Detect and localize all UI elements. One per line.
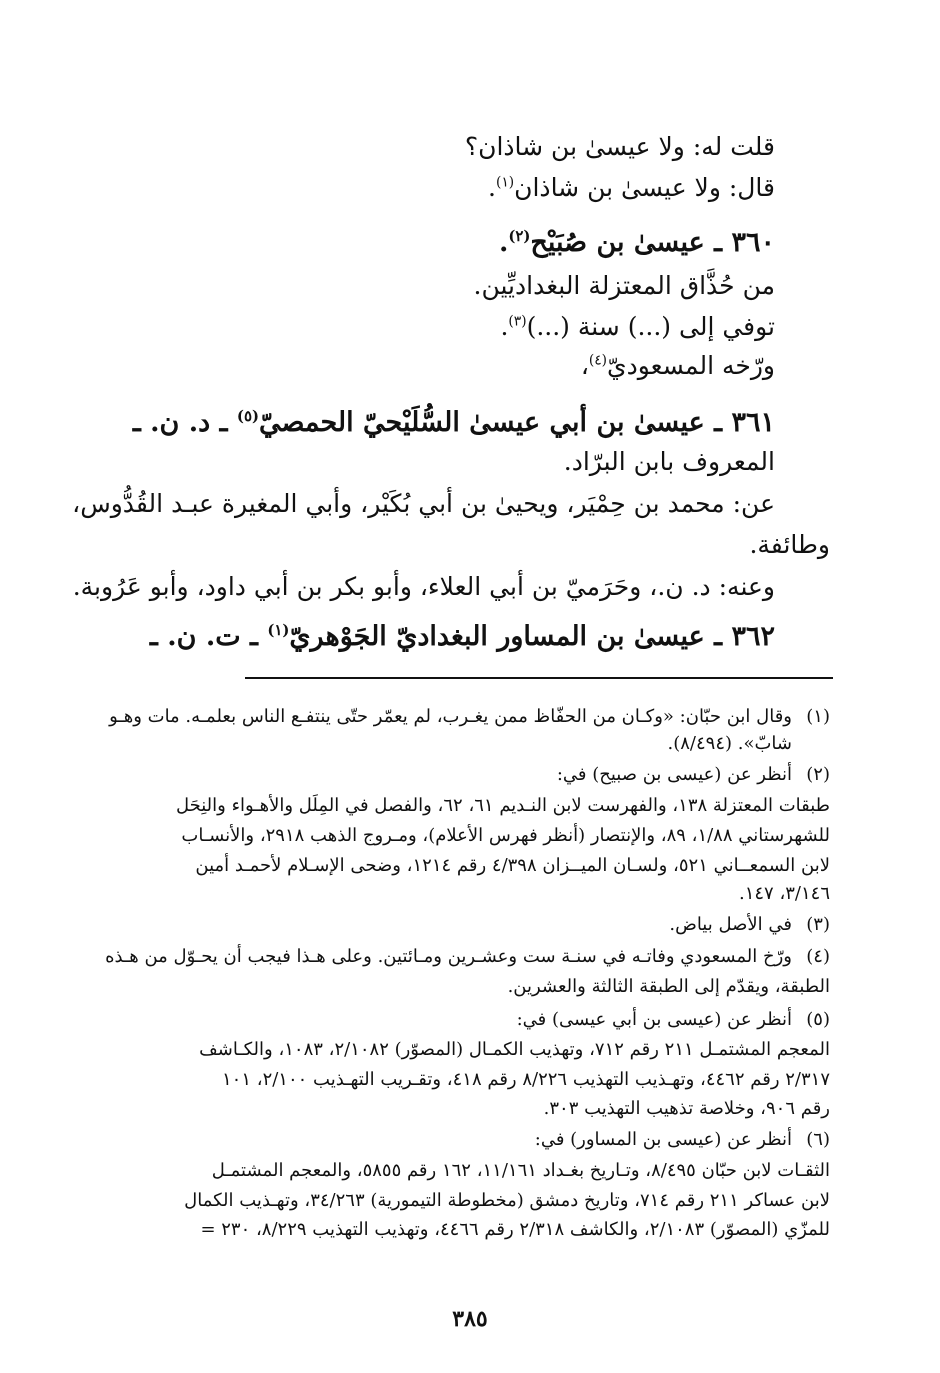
footnote-line: الثقـات لابن حبّان ٨/٤٩٥، وتـاريخ بغـداد ١١/١٦١، ١٦٢ رقم ٥٨٥٥، والمعجم المشتمـل [211, 1160, 830, 1181]
footnote-line: للمزّي (المصوّر) ٢/١٠٨٣، والكاشف ٢/٣١٨ رقم ٤٤٦٦، وتهذيب التهذيب ٨/٢٢٩، ٢٣٠ = [200, 1219, 830, 1240]
footnote-separator [245, 677, 833, 679]
text-line: عن: محمد بن حِمْيَر، ويحيىٰ بن أبي بُكَيْر، وأبي المغيرة عبـد القُدُّوس، [72, 489, 775, 518]
footnote-ref: (٥) [236, 407, 259, 425]
footnote-line: شابّ». (٨/٤٩٤). [667, 733, 792, 754]
footnote-number: (٢) [806, 764, 830, 785]
footnote-number: (٤) [806, 946, 830, 967]
text-line: وعنه: د. ن.، وحَرَميّ بن أبي العلاء، وأبو بكر بن أبي داود، وأبو عَرُوبة. [72, 572, 775, 601]
footnote: (٥)أنظر عن (عيسى بن أبي عيسى) في: [516, 1009, 830, 1030]
footnote-ref: (١) [495, 174, 515, 191]
text-line: ورّخه المسعوديّ$^{(٤)}$، [580, 351, 775, 380]
text-line: من حُذَّاق المعتزلة البغداديِّين. [473, 271, 775, 300]
footnote-number: (٥) [806, 1009, 830, 1030]
footnote-number: (٣) [806, 914, 830, 935]
footnote-ref: (١) [267, 621, 290, 639]
entry-heading: ٣٦٠ ـ عيسىٰ بن صُبَيْح$^{(٢)}$. [498, 227, 775, 258]
entry-heading: ٣٦١ ـ عيسىٰ بن أبي عيسىٰ السُّلَيْحيّ الحمصيّ$^{(٥)}$ ـ د. ن. ـ [132, 407, 775, 438]
text-line: المعروف بابن البرّاد. [563, 447, 775, 476]
text-line: وطائفة. [749, 530, 830, 559]
footnote-line: لابن عساكر ٢١١ رقم ٧١٤، وتاريخ دمشق (مخطوطة التيمورية) ٣٤/٢٦٣، وتهـذيب الكمال [184, 1190, 830, 1211]
footnote-line: المعجم المشتمـل ٢١١ رقم ٧١٢، وتهذيب الكمـال (المصوّر) ٢/١٠٨٢، ١٠٨٣، والكـاشف [199, 1039, 830, 1060]
footnote: (٦)أنظر عن (عيسى بن المساور) في: [534, 1129, 830, 1150]
text-line: قال: ولا عيسىٰ بن شاذان$^{(١)}$. [488, 173, 775, 202]
entry-heading: ٣٦٢ ـ عيسىٰ بن المساور البغداديّ الجَوْهريّ$^{(١)}$ ـ ت. ن. ـ [149, 621, 775, 652]
footnote-line: رقم ٩٠٦، وخلاصة تذهيب التهذيب ٣٠٣. [543, 1098, 830, 1119]
footnote-ref: (٢) [508, 227, 531, 245]
page-number: ٣٨٥ [452, 1306, 488, 1332]
text-line: توفي إلى (...) سنة (...)$^{(٣)}$. [500, 312, 775, 341]
footnote: (٤)ورّخ المسعودي وفاتـه في سنـة ست وعشـرين ومـائتين. وعلى هـذا فيجب أن يحـوّل من هـذه [105, 946, 830, 967]
footnote-line: طبقات المعتزلة ١٣٨، والفهرست لابن النـديم ٦١، ٦٢، والفصل في المِلَل والأهـواء والنِحَل [175, 795, 830, 816]
text-line: قلت له: ولا عيسىٰ بن شاذان؟ [464, 132, 775, 161]
footnote-line: الطبقة، ويقدّم إلى الطبقة الثالثة والعشرين. [507, 976, 830, 997]
footnote-line: ٣/١٤٦، ١٤٧. [738, 883, 830, 904]
footnote-line: للشهرستاني ١/٨٨، ٨٩، والإنتصار (أنظر فهرس الأعلام)، ومـروج الذهب ٢٩١٨، والأنسـاب [181, 825, 830, 846]
footnote: (٣)في الأصل بياض. [669, 914, 830, 935]
footnote: (١)وقال ابن حبّان: «وكـان من الحفّاظ ممن يغـرب، لم يعمّر حتّى ينتفـع الناس بعلمـه. مات وهـو [109, 706, 830, 727]
footnote-line: ٢/٣١٧ رقم ٤٤٦٢، وتهـذيب التهذيب ٨/٢٢٦ رقم ٤١٨، وتقـريب التهـذيب ٢/١٠٠، ١٠١ [222, 1069, 830, 1090]
footnote-number: (٦) [806, 1129, 830, 1150]
footnote-ref: (٣) [508, 313, 527, 330]
footnote-ref: (٤) [588, 352, 608, 369]
footnote-line: لابن السمعــاني ٥٢١، ولسـان الميــزان ٤/٣٩٨ رقم ١٢١٤، وضحى الإسـلام لأحمـد أمين [195, 855, 830, 876]
footnote: (٢)أنظر عن (عيسى بن صبيح) في: [556, 764, 830, 785]
footnote-number: (١) [806, 706, 830, 727]
